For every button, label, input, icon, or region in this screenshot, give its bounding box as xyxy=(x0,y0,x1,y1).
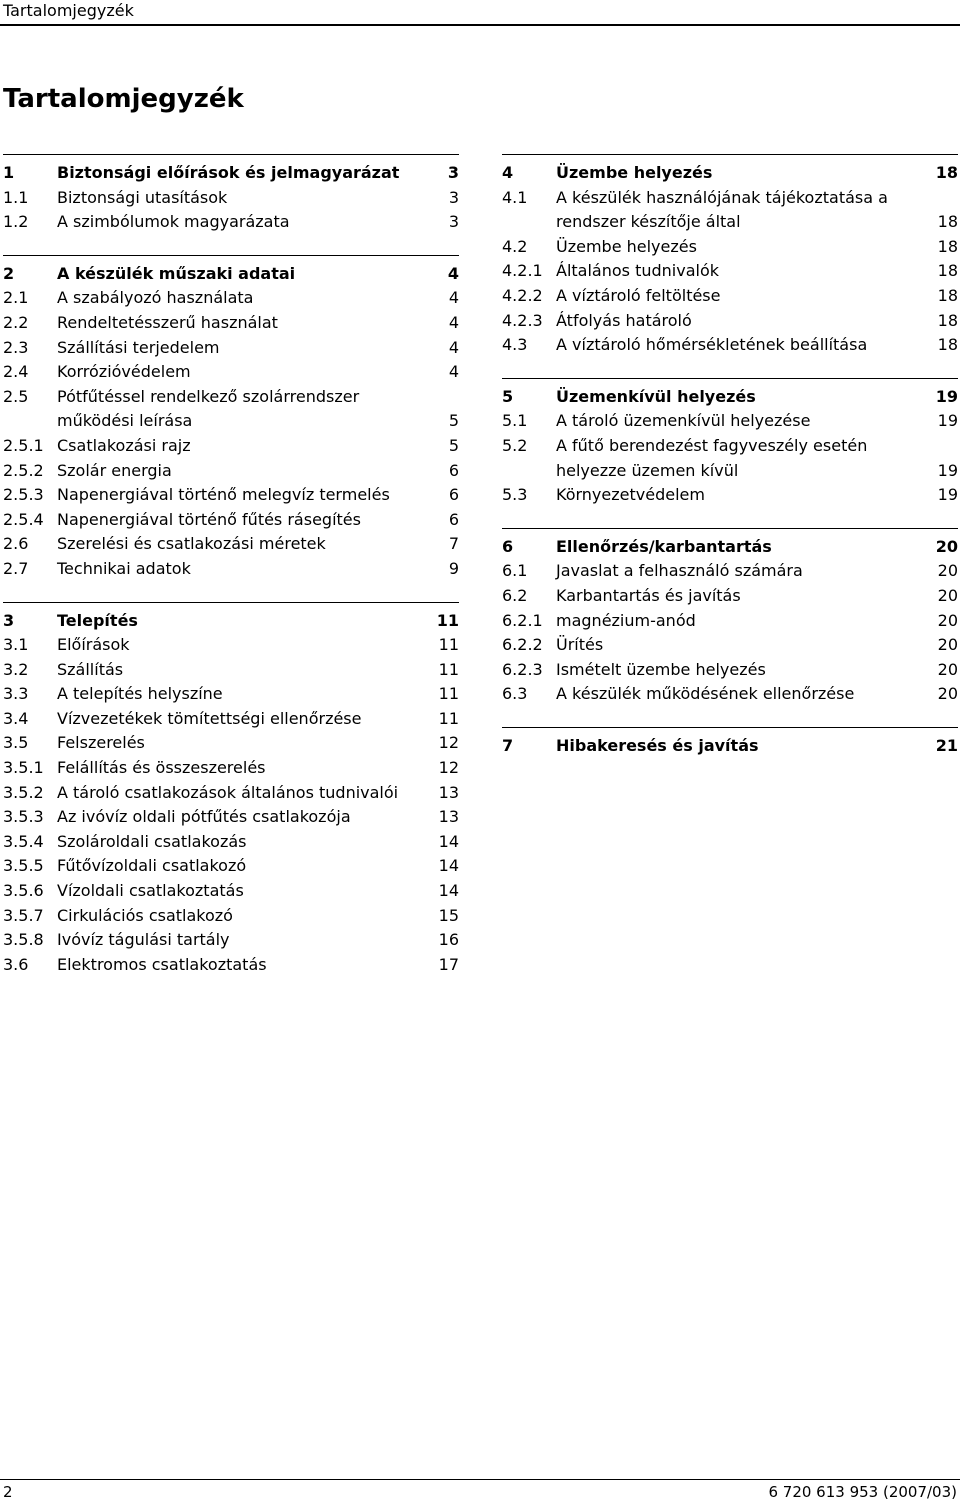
header-rule xyxy=(0,24,960,26)
toc-entry-title xyxy=(556,409,930,434)
toc-entry[interactable] xyxy=(502,559,958,584)
toc-entry-title-text: A szimbólumok magyarázata xyxy=(57,212,290,232)
toc-entry-title-text: Karbantartás és javítás xyxy=(556,585,741,605)
toc-entry-title xyxy=(57,210,441,235)
toc-entry-title xyxy=(57,682,431,707)
toc-entry-title-text: A készülék működésének ellenőrzése xyxy=(556,684,855,704)
toc-entry[interactable] xyxy=(3,459,459,484)
toc-entry-title xyxy=(556,658,930,683)
toc-entry-title-text: Napenergiával történő melegvíz termelés xyxy=(57,485,390,505)
toc-entry[interactable] xyxy=(502,434,958,483)
toc-entry-number: 4.2.2 xyxy=(502,285,543,305)
toc-entry-number: 2.5.1 xyxy=(3,435,44,455)
toc-entry-title xyxy=(57,161,440,186)
toc-entry-title xyxy=(57,904,431,929)
toc-entry-title xyxy=(556,235,930,260)
toc-chapter-entry[interactable] xyxy=(3,161,459,186)
toc-entry-page: 6 xyxy=(448,485,459,505)
toc-entry-title-text: magnézium-anód xyxy=(556,610,696,630)
toc-entry-page: 14 xyxy=(438,881,459,901)
toc-entry-number: 3.2 xyxy=(3,659,29,679)
toc-entry-title-text: Csatlakozási rajz xyxy=(57,435,191,455)
toc-entry-title xyxy=(57,707,431,732)
toc-entry[interactable] xyxy=(3,731,459,756)
toc-section xyxy=(3,154,459,255)
toc-entry-title xyxy=(556,682,930,707)
toc-entry-number: 6.2 xyxy=(502,585,528,605)
toc-entry[interactable] xyxy=(3,434,459,459)
toc-entry-title-text: Vízvezetékek tömítettségi ellenőrzése xyxy=(57,708,362,728)
toc-section xyxy=(502,528,958,727)
toc-entry-page: 20 xyxy=(937,659,958,679)
footer-page-number: 2 xyxy=(3,1483,13,1501)
toc-entry[interactable] xyxy=(3,360,459,385)
toc-entry-title xyxy=(57,805,431,830)
toc-entry-number: 2.5 xyxy=(3,386,29,406)
toc-entry-title xyxy=(556,161,928,186)
toc-entry-page: 20 xyxy=(937,610,958,630)
toc-entry-title-text: A tároló üzemenkívül helyezése xyxy=(556,411,811,431)
toc-entry-title-text: Üzemenkívül helyezés xyxy=(556,386,756,406)
toc-entry-title-text: Előírások xyxy=(57,635,130,655)
toc-entry[interactable] xyxy=(502,682,958,707)
toc-entry-title-text: Elektromos csatlakoztatás xyxy=(57,954,267,974)
toc-entry-title xyxy=(556,259,930,284)
toc-entry-page: 20 xyxy=(937,585,958,605)
toc-section xyxy=(502,378,958,528)
toc-left-column xyxy=(3,154,459,997)
toc-entry-title-text: Szállítás xyxy=(57,659,124,679)
toc-entry-page: 18 xyxy=(937,335,958,355)
toc-entry-number: 4.2.1 xyxy=(502,261,543,281)
toc-entry-page: 11 xyxy=(438,684,459,704)
toc-entry-number: 5.1 xyxy=(502,411,528,431)
toc-entry-page: 4 xyxy=(448,337,459,357)
toc-entry[interactable] xyxy=(3,830,459,855)
toc-entry-number: 3.5.5 xyxy=(3,856,44,876)
toc-entry-title xyxy=(556,309,930,334)
toc-entry[interactable] xyxy=(3,928,459,953)
toc-entry[interactable] xyxy=(3,210,459,235)
toc-entry-title-text: Cirkulációs csatlakozó xyxy=(57,905,233,925)
toc-entry-title-text: Rendeltetésszerű használat xyxy=(57,312,278,332)
toc-entry[interactable] xyxy=(502,235,958,260)
toc-entry-page: 17 xyxy=(438,954,459,974)
toc-entry[interactable] xyxy=(3,311,459,336)
toc-entry[interactable] xyxy=(3,336,459,361)
toc-entry-number: 2 xyxy=(3,263,15,283)
toc-entry-title-text: Átfolyás határoló xyxy=(556,310,692,330)
toc-entry-page: 7 xyxy=(448,534,459,554)
toc-entry-number: 6.2.3 xyxy=(502,659,543,679)
toc-entry[interactable] xyxy=(3,186,459,211)
toc-entry-title-continuation: helyezze üzemen kívül xyxy=(556,460,739,480)
toc-entry-page: 4 xyxy=(447,263,459,283)
toc-entry-page: 14 xyxy=(438,831,459,851)
toc-chapter-entry[interactable] xyxy=(502,734,958,759)
toc-entry-title-text: Ürítés xyxy=(556,635,604,655)
toc-entry-title-text: Szerelési és csatlakozási méretek xyxy=(57,534,326,554)
toc-entry-number: 1 xyxy=(3,163,15,182)
toc-entry-number: 2.5.4 xyxy=(3,509,44,529)
toc-entry-title xyxy=(57,434,441,459)
toc-entry-page: 6 xyxy=(448,509,459,529)
toc-entry-title xyxy=(556,734,928,759)
toc-entry-number: 2.2 xyxy=(3,312,29,332)
toc-entry[interactable] xyxy=(502,658,958,683)
toc-entry-title xyxy=(556,333,930,358)
toc-entry-number: 3.5.3 xyxy=(3,807,44,827)
toc-chapter-entry[interactable] xyxy=(502,385,958,410)
toc-entry[interactable] xyxy=(3,557,459,582)
toc-entry-title xyxy=(57,360,441,385)
toc-entry-page: 3 xyxy=(447,163,459,182)
toc-entry-title xyxy=(556,186,930,235)
toc-entry-number: 6.1 xyxy=(502,561,528,581)
toc-entry[interactable] xyxy=(3,286,459,311)
toc-entry-number: 3.5 xyxy=(3,733,29,753)
toc-entry-title-text: Általános tudnivalók xyxy=(556,261,719,281)
toc-entry-title xyxy=(57,336,441,361)
toc-entry-number: 3.5.4 xyxy=(3,831,44,851)
toc-entry-title-text: Üzembe helyezés xyxy=(556,163,713,182)
toc-entry-title-text: Szolároldali csatlakozás xyxy=(57,831,247,851)
toc-entry-page: 20 xyxy=(937,561,958,581)
toc-entry-number: 4.3 xyxy=(502,335,528,355)
toc-entry-number: 4.2.3 xyxy=(502,310,543,330)
toc-entry-title xyxy=(57,854,431,879)
toc-entry-title-text: A víztároló feltöltése xyxy=(556,285,721,305)
toc-entry[interactable] xyxy=(3,532,459,557)
toc-entry-title-text: A készülék használójának tájékoztatása a xyxy=(556,187,888,207)
toc-entry-page: 12 xyxy=(438,758,459,778)
toc-entry-number: 3.5.7 xyxy=(3,905,44,925)
toc-entry-title-text: A fűtő berendezést fagyveszély esetén xyxy=(556,435,868,455)
toc-entry[interactable] xyxy=(3,385,459,434)
toc-entry-page: 13 xyxy=(438,807,459,827)
toc-entry-title xyxy=(57,186,441,211)
toc-entry-title-text: Technikai adatok xyxy=(57,558,191,578)
toc-entry-page: 11 xyxy=(436,610,459,630)
toc-entry-title-text: Ivóvíz tágulási tartály xyxy=(57,930,230,950)
toc-entry-title xyxy=(57,781,431,806)
toc-entry-page: 5 xyxy=(448,435,459,455)
toc-entry-page: 19 xyxy=(937,460,958,480)
toc-entry-title xyxy=(556,483,930,508)
toc-entry[interactable] xyxy=(3,953,459,978)
toc-entry-title-text: Ismételt üzembe helyezés xyxy=(556,659,766,679)
toc-entry[interactable] xyxy=(3,904,459,929)
toc-entry-title-text: Felszerelés xyxy=(57,733,145,753)
toc-entry-page: 20 xyxy=(937,635,958,655)
toc-entry-page: 18 xyxy=(937,285,958,305)
toc-chapter-entry[interactable] xyxy=(3,262,459,287)
toc-entry[interactable] xyxy=(502,309,958,334)
footer-rule xyxy=(0,1479,960,1480)
toc-entry-number: 1.2 xyxy=(3,212,29,232)
toc-chapter-entry[interactable] xyxy=(502,161,958,186)
toc-entry-number: 6 xyxy=(502,536,514,556)
toc-entry-page: 14 xyxy=(438,856,459,876)
toc-entry-number: 3.1 xyxy=(3,635,29,655)
toc-entry-page: 18 xyxy=(937,261,958,281)
toc-entry[interactable] xyxy=(3,483,459,508)
toc-entry[interactable] xyxy=(502,584,958,609)
toc-entry-page: 20 xyxy=(935,536,958,556)
toc-chapter-entry[interactable] xyxy=(502,535,958,560)
toc-entry[interactable] xyxy=(502,186,958,235)
toc-entry[interactable] xyxy=(3,854,459,879)
toc-entry-title xyxy=(556,584,930,609)
toc-entry-page: 11 xyxy=(438,635,459,655)
toc-entry-number: 3.5.2 xyxy=(3,782,44,802)
toc-entry-number: 3.4 xyxy=(3,708,29,728)
toc-entry-page: 11 xyxy=(438,708,459,728)
toc-entry[interactable] xyxy=(502,609,958,634)
toc-entry-title xyxy=(57,756,431,781)
toc-entry-page: 5 xyxy=(448,411,459,431)
footer-document-id: 6 720 613 953 (2007/03) xyxy=(768,1483,957,1501)
toc-entry-number: 1.1 xyxy=(3,187,29,207)
toc-entry-title xyxy=(57,385,441,434)
toc-right-column xyxy=(502,154,958,778)
toc-section xyxy=(3,602,459,998)
toc-entry-page: 12 xyxy=(438,733,459,753)
toc-entry-title-text: Vízoldali csatlakoztatás xyxy=(57,881,244,901)
toc-entry-page: 6 xyxy=(448,460,459,480)
toc-entry-number: 3.5.8 xyxy=(3,930,44,950)
toc-entry[interactable] xyxy=(502,333,958,358)
toc-entry-page: 16 xyxy=(438,930,459,950)
toc-entry-title-text: Biztonsági előírások és jelmagyarázat xyxy=(57,163,400,182)
toc-entry[interactable] xyxy=(3,707,459,732)
toc-entry[interactable] xyxy=(3,633,459,658)
toc-entry-title xyxy=(556,559,930,584)
toc-entry[interactable] xyxy=(3,658,459,683)
toc-entry-title xyxy=(57,633,431,658)
toc-entry-page: 3 xyxy=(448,187,459,207)
toc-entry-number: 2.4 xyxy=(3,362,29,382)
toc-entry-title xyxy=(556,609,930,634)
toc-entry-title-text: Biztonsági utasítások xyxy=(57,187,228,207)
toc-entry-page: 19 xyxy=(937,485,958,505)
toc-entry-title xyxy=(57,286,441,311)
toc-entry-title xyxy=(556,633,930,658)
toc-entry-title-text: Környezetvédelem xyxy=(556,485,705,505)
toc-entry-number: 6.3 xyxy=(502,684,528,704)
toc-entry-page: 18 xyxy=(937,212,958,232)
toc-entry-page: 4 xyxy=(448,288,459,308)
toc-entry-title xyxy=(57,311,441,336)
toc-entry[interactable] xyxy=(3,781,459,806)
toc-entry-title xyxy=(556,284,930,309)
toc-entry-number: 3 xyxy=(3,610,15,630)
toc-entry-number: 2.1 xyxy=(3,288,29,308)
toc-entry-page: 21 xyxy=(935,735,958,755)
toc-entry-number: 2.3 xyxy=(3,337,29,357)
toc-entry-page: 13 xyxy=(438,782,459,802)
toc-entry-title-text: A szabályozó használata xyxy=(57,288,254,308)
toc-entry-title xyxy=(57,658,431,683)
toc-entry[interactable] xyxy=(3,805,459,830)
toc-entry[interactable] xyxy=(502,284,958,309)
toc-entry-page: 11 xyxy=(438,659,459,679)
toc-entry-title xyxy=(57,953,431,978)
toc-entry-number: 2.7 xyxy=(3,558,29,578)
toc-entry-page: 18 xyxy=(935,163,958,182)
toc-entry[interactable] xyxy=(3,682,459,707)
toc-entry-page: 4 xyxy=(448,312,459,332)
toc-entry-title xyxy=(57,532,441,557)
toc-entry-number: 7 xyxy=(502,735,514,755)
toc-entry-page: 19 xyxy=(935,386,958,406)
toc-entry-title-text: Szolár energia xyxy=(57,460,172,480)
toc-entry-number: 5 xyxy=(502,386,514,406)
toc-entry-page: 9 xyxy=(448,558,459,578)
toc-entry-number: 2.5.3 xyxy=(3,485,44,505)
toc-entry-page: 15 xyxy=(438,905,459,925)
toc-entry[interactable] xyxy=(502,483,958,508)
toc-entry[interactable] xyxy=(502,259,958,284)
toc-entry-title xyxy=(57,609,429,634)
toc-entry-title-text: A víztároló hőmérsékletének beállítása xyxy=(556,335,868,355)
toc-entry-number: 2.6 xyxy=(3,534,29,554)
toc-entry-title xyxy=(556,535,928,560)
toc-entry-title xyxy=(57,262,440,287)
toc-entry-number: 3.3 xyxy=(3,684,29,704)
toc-entry[interactable] xyxy=(3,756,459,781)
toc-entry-number: 3.5.6 xyxy=(3,881,44,901)
toc-entry-number: 3.6 xyxy=(3,954,29,974)
toc-entry-title xyxy=(556,434,930,483)
toc-entry-title-text: Az ivóvíz oldali pótfűtés csatlakozója xyxy=(57,807,351,827)
toc-entry-title-text: Ellenőrzés/karbantartás xyxy=(556,536,772,556)
toc-entry-page: 20 xyxy=(937,684,958,704)
toc-entry-number: 6.2.2 xyxy=(502,635,543,655)
toc-entry-title-text: Korrózióvédelem xyxy=(57,362,191,382)
toc-entry-title xyxy=(57,731,431,756)
toc-entry-number: 6.2.1 xyxy=(502,610,543,630)
toc-entry-title-text: Javaslat a felhasználó számára xyxy=(556,561,803,581)
toc-entry-title-text: Pótfűtéssel rendelkező szolárrendszer xyxy=(57,386,360,406)
toc-entry[interactable] xyxy=(3,508,459,533)
toc-entry-title xyxy=(57,459,441,484)
toc-entry-page: 18 xyxy=(937,236,958,256)
toc-entry-title-text: Üzembe helyezés xyxy=(556,236,697,256)
toc-entry-title xyxy=(57,483,441,508)
toc-entry-page: 4 xyxy=(448,362,459,382)
toc-entry-title-text: Fűtővízoldali csatlakozó xyxy=(57,856,247,876)
toc-entry-title-text: Telepítés xyxy=(57,610,138,630)
toc-chapter-entry[interactable] xyxy=(3,609,459,634)
toc-section xyxy=(502,154,958,378)
toc-entry-title-text: A telepítés helyszíne xyxy=(57,684,223,704)
toc-entry-title xyxy=(57,508,441,533)
toc-section xyxy=(3,255,459,602)
toc-entry-number: 4.2 xyxy=(502,236,528,256)
toc-entry-title-continuation: rendszer készítője által xyxy=(556,212,741,232)
toc-entry-number: 3.5.1 xyxy=(3,758,44,778)
toc-entry[interactable] xyxy=(502,409,958,434)
toc-entry-title-text: Napenergiával történő fűtés rásegítés xyxy=(57,509,361,529)
toc-entry[interactable] xyxy=(502,633,958,658)
toc-entry-number: 4.1 xyxy=(502,187,528,207)
toc-entry-title-text: A készülék műszaki adatai xyxy=(57,263,296,283)
toc-entry[interactable] xyxy=(3,879,459,904)
toc-entry-number: 2.5.2 xyxy=(3,460,44,480)
toc-section xyxy=(502,727,958,779)
toc-entry-title-text: Szállítási terjedelem xyxy=(57,337,220,357)
toc-entry-title xyxy=(57,879,431,904)
page-title: Tartalomjegyzék xyxy=(3,84,244,114)
running-header-title: Tartalomjegyzék xyxy=(3,1,134,20)
toc-entry-page: 19 xyxy=(937,411,958,431)
toc-entry-number: 5.2 xyxy=(502,435,528,455)
toc-entry-title-text: A tároló csatlakozások általános tudnivalói xyxy=(57,782,399,802)
toc-entry-title-continuation: működési leírása xyxy=(57,411,193,431)
toc-entry-page: 3 xyxy=(448,212,459,232)
toc-entry-title xyxy=(57,928,431,953)
toc-entry-title xyxy=(556,385,928,410)
toc-entry-number: 4 xyxy=(502,163,514,182)
toc-entry-number: 5.3 xyxy=(502,485,528,505)
toc-entry-title xyxy=(57,557,441,582)
toc-entry-title xyxy=(57,830,431,855)
toc-entry-title-text: Hibakeresés és javítás xyxy=(556,735,759,755)
toc-entry-title-text: Felállítás és összeszerelés xyxy=(57,758,266,778)
toc-entry-page: 18 xyxy=(937,310,958,330)
